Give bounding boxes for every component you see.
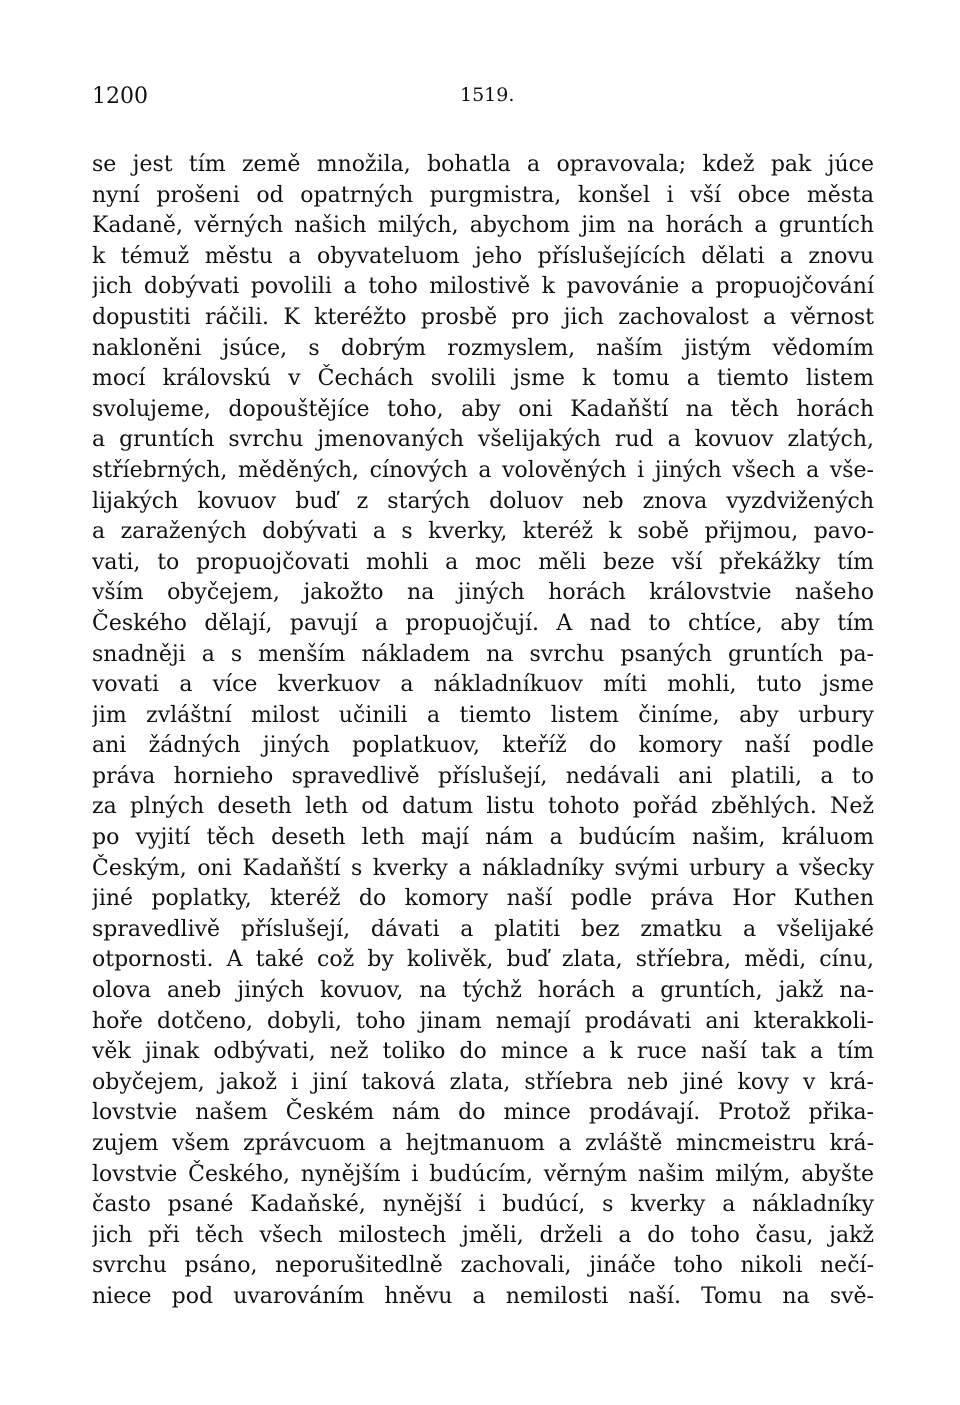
text-line: po vyjití těch deseth leth mají nám a budúcím našim, králuom [92,825,874,851]
text-line: Kadaně, věrných našich milých, abychom jim na horách a gruntích [92,213,874,239]
text-line: snadněji a s menším nákladem na svrchu psaných gruntích pa- [92,641,874,667]
text-line: vovati a více kverkuov a nákladníkuov míti mohli, tuto jsme [92,672,874,698]
text-line: ani žádných jiných poplatkuov, kteříž do komory naší podle [92,733,874,759]
text-line: spravedlivě příslušejí, dávati a platiti bez zmatku a všelijaké [92,916,874,942]
text-line: niece pod uvarováním hněvu a nemilosti naší. Tomu na svě- [92,1283,874,1309]
text-line: zujem všem zprávcuom a hejtmanuom a zvláště mincmeistru krá- [92,1131,874,1156]
text-line: věk jinak odbývati, než toliko do mince a k ruce naší tak a tím [92,1039,874,1065]
page-number: 1200 [92,84,148,109]
document-year: 1519. [460,84,515,106]
text-line: hoře dotčeno, dobyli, toho jinam nemají prodávati ani kterakkoli- [92,1008,874,1034]
text-line: jich dobývati povolili a toho milostivě k pavovánie a propuojčování [92,274,874,300]
text-line: lijakých kovuov buď z starých doluov neb znova vyzdvižených [92,488,874,514]
text-line: lovstvie Českého, nynějším i budúcím, věrným našim milým, abyšte [92,1161,874,1187]
text-line: mocí královskú v Čechách svolili jsme k tomu a tiemto listem [92,366,874,392]
text-line: lovstvie našem Českém nám do mince prodávají. Protož přika- [92,1100,874,1126]
text-line: jich při těch všech milostech jměli, drželi a do toho času, jakž [92,1222,874,1248]
text-line: olova aneb jiných kovuov, na týchž horách a gruntích, jakž na- [92,978,874,1004]
text-line: a zaražených dobývati a s kverky, kteréž k sobě přijmou, pavo- [92,519,874,545]
text-line: práva hornieho spravedlivě příslušejí, nedávali ani platili, a to [92,763,874,789]
text-line: k témuž městu a obyvateluom jeho příslušejících dělati a znovu [92,243,874,269]
text-line: často psané Kadaňské, nynější i budúcí, s kverky a nákladníky [92,1192,874,1218]
text-line: za plných deseth leth od datum listu tohoto pořád zběhlých. Než [92,794,874,820]
text-line: obyčejem, jakož i jiní taková zlata, stříebra neb jiné kovy v krá- [92,1069,874,1095]
text-line: stříebrných, měděných, cínových a volověných i jiných všech a vše- [92,457,874,483]
text-line: nyní prošeni od opatrných purgmistra, konšel i vší obce města [92,182,874,208]
text-line: vším obyčejem, jakožto na jiných horách královstvie našeho [92,580,874,606]
text-line: jim zvláštní milost učinili a tiemto listem činíme, aby urbury [92,702,874,728]
text-line: se jest tím země množila, bohatla a opravovala; kdež pak júce [92,152,874,177]
text-line: jiné poplatky, kteréž do komory naší podle práva Hor Kuthen [92,886,874,912]
text-line: a gruntích svrchu jmenovaných všelijakých rud a kovuov zlatých, [92,427,874,453]
text-line: svrchu psáno, neporušitedlně zachovali, jináče toho nikoli nečí- [92,1253,874,1279]
text-line: nakloněni jsúce, s dobrým rozmyslem, naším jistým vědomím [92,335,874,361]
text-line: svolujeme, dopouštějíce toho, aby oni Kadaňští na těch horách [92,396,874,422]
text-line: Českého dělají, pavují a propuojčují. A nad to chtíce, aby tím [92,610,874,636]
text-line: dopustiti ráčili. K kteréžto prosbě pro jich zachovalost a věrnost [92,304,874,330]
body-text [92,150,874,1313]
text-line: Českým, oni Kadaňští s kverky a nákladníky svými urbury a všecky [92,855,874,881]
text-line: otpornosti. A také což by kolivěk, buď zlata, stříebra, mědi, cínu, [92,947,874,973]
page-header [92,84,872,114]
text-line: vati, to propuojčovati mohli a moc měli beze vší překážky tím [92,549,874,575]
